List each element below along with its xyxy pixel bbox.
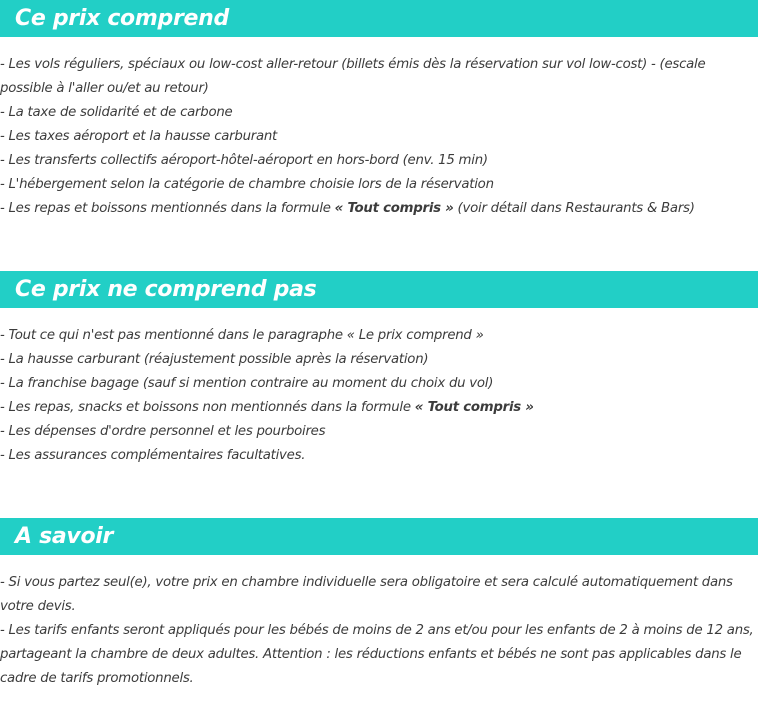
section-header-price-excludes xyxy=(0,271,758,308)
all-inclusive-label: « Tout compris » xyxy=(414,400,534,415)
list-item: - Les vols réguliers, spéciaux ou low-cost aller-retour (billets émis dès la réservation sur vol low-cost) - (escale possible à l'aller ou/et au retour) xyxy=(0,57,706,96)
list-item: - Si vous partez seul(e), votre prix en chambre individuelle sera obligatoire et sera calculé automatiquement dans votre devis. xyxy=(0,575,733,614)
section-title: A savoir xyxy=(15,524,114,549)
section-body-price-includes xyxy=(0,53,756,221)
list-item: - La hausse carburant (réajustement possible après la réservation) xyxy=(0,352,429,367)
list-item: - Les assurances complémentaires facultatives. xyxy=(0,448,306,463)
list-item: - La taxe de solidarité et de carbone xyxy=(0,105,233,120)
section-header-good-to-know xyxy=(0,518,758,555)
section-body-good-to-know xyxy=(0,571,756,691)
section-title: Ce prix ne comprend pas xyxy=(15,277,317,302)
list-item-text: (voir détail dans Restaurants & Bars) xyxy=(453,201,695,216)
all-inclusive-label: « Tout compris » xyxy=(334,201,454,216)
list-item-text: - Les repas, snacks et boissons non mentionnés dans la formule xyxy=(0,400,415,415)
section-title: Ce prix comprend xyxy=(15,6,229,31)
list-item: - Les taxes aéroport et la hausse carburant xyxy=(0,129,278,144)
list-item: - Les transferts collectifs aéroport-hôtel-aéroport en hors-bord (env. 15 min) xyxy=(0,153,488,168)
section-header-price-includes xyxy=(0,0,758,37)
section-body-price-excludes xyxy=(0,324,756,468)
list-item xyxy=(0,396,756,420)
list-item: - Les tarifs enfants seront appliqués pour les bébés de moins de 2 ans et/ou pour les enfants de 2 à moins de 12 ans, partageant la chambre de deux adultes. Attention : les réductions enfants et bébés ne sont pas applicables dans le cadre de tarifs promotionnels. xyxy=(0,623,754,686)
list-item: - L'hébergement selon la catégorie de chambre choisie lors de la réservation xyxy=(0,177,494,192)
list-item: - Les dépenses d'ordre personnel et les pourboires xyxy=(0,424,326,439)
list-item xyxy=(0,197,756,221)
list-item: - La franchise bagage (sauf si mention contraire au moment du choix du vol) xyxy=(0,376,494,391)
list-item-text: - Les repas et boissons mentionnés dans la formule xyxy=(0,201,335,216)
list-item: - Tout ce qui n'est pas mentionné dans le paragraphe « Le prix comprend » xyxy=(0,328,484,343)
